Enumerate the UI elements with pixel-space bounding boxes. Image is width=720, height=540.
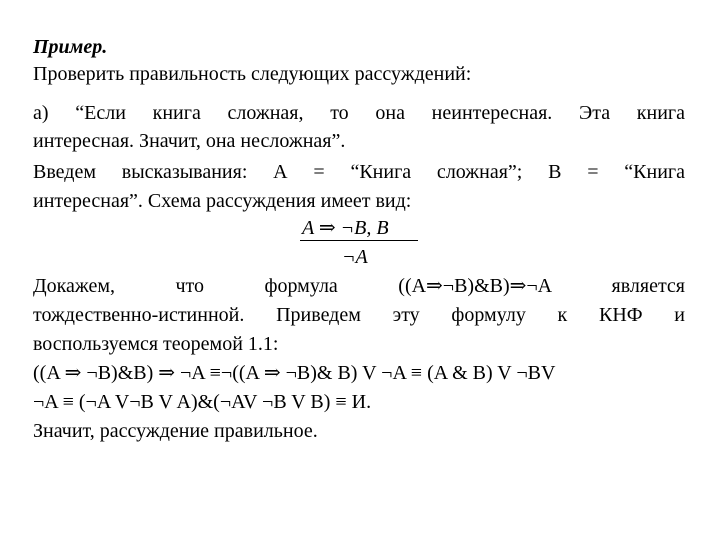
conclusion-formula: ¬A bbox=[342, 246, 368, 268]
proof-line-3: воспользуемся теоремой 1.1: bbox=[33, 333, 279, 355]
fraction-bar bbox=[300, 240, 418, 241]
example-heading: Пример. bbox=[33, 36, 108, 58]
conclusion-line: Значит, рассуждение правильное. bbox=[33, 420, 318, 442]
derivation-line-2: ¬A ≡ (¬A V¬B V A)&(¬AV ¬B V B) ≡ И. bbox=[33, 391, 372, 413]
proof-line-2: тождественно-истинной. Приведем эту формулу к КНФ и bbox=[33, 304, 685, 326]
proof-line-1: Докажем, что формула ((A⇒¬B)&B)⇒¬A является bbox=[33, 275, 685, 297]
premises-formula: A ⇒ ¬B, B bbox=[302, 217, 389, 239]
derivation-line-1: ((A ⇒ ¬B)&B) ⇒ ¬A ≡¬((A ⇒ ¬B)& B) V ¬A ≡ (A & B) V ¬BV bbox=[33, 362, 556, 384]
quote-line-1: а) “Если книга сложная, то она неинтересная. Эта книга bbox=[33, 102, 685, 124]
task-line: Проверить правильность следующих рассуждений: bbox=[33, 63, 472, 85]
statement-line-1: Введем высказывания: А = “Книга сложная”; В = “Книга bbox=[33, 161, 685, 183]
statement-line-2: интересная”. Схема рассуждения имеет вид: bbox=[33, 190, 412, 212]
quote-line-2: интересная. Значит, она несложная”. bbox=[33, 130, 346, 152]
